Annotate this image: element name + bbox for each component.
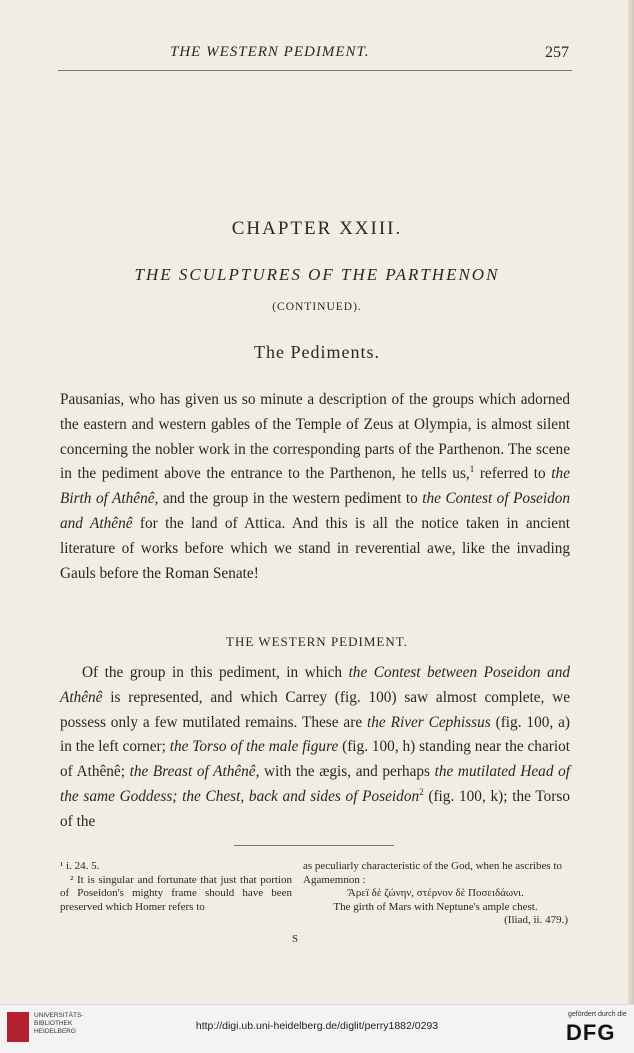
subsection-title: THE WESTERN PEDIMENT. — [226, 634, 408, 649]
footnote-1: ¹ i. 24. 5. — [60, 860, 100, 872]
quote-translation: The girth of Mars with Neptune's ample chest. — [333, 900, 538, 913]
library-name: UNIVERSITÄTS- BIBLIOTHEK HEIDELBERG — [34, 1012, 84, 1035]
running-title: THE WESTERN PEDIMENT. — [170, 44, 370, 60]
footnotes-right — [303, 860, 568, 928]
funding-label: gefördert durch die — [568, 1011, 627, 1018]
footnote-rule — [234, 845, 394, 846]
quote-citation: (Iliad, ii. 479.) — [504, 914, 568, 926]
page-number: 257 — [545, 44, 569, 61]
paragraph-pediments: Pausanias, who has given us so minute a description of the groups which adorned the eastern and western gables of the Temple of Zeus at Olympia, is almost silent concerning the nobler work in the corresponding parts of the Parthenon. The scene in the pediment above the entrance to the Parthenon, he tells us,$^1$ referred to the Birth of Athênê, and the group in the western pediment to the Contest of Poseidon and Athênê for the land of Attica. And this is all the notice taken in ancient literature of works before which we stand in reverential awe, like the invading Gauls before the Roman Senate! — [60, 391, 571, 582]
footnote-2-continued: as peculiarly characteristic of the God, when he ascribes to Agamemnon : — [303, 860, 563, 886]
footnotes-left — [60, 860, 292, 914]
signature-mark: S — [292, 933, 299, 945]
footnote-ref-2[interactable]: 2 — [419, 786, 424, 797]
continued-label: (CONTINUED). — [272, 301, 362, 313]
dfg-logo: DFG — [566, 1020, 616, 1045]
chapter-subtitle: THE SCULPTURES OF THE PARTHENON — [134, 265, 500, 284]
header-rule — [58, 70, 572, 71]
source-url-link[interactable]: http://digi.ub.uni-heidelberg.de/diglit/perry1882/0293 — [195, 1020, 439, 1032]
page-edge — [628, 0, 634, 1004]
greek-quote: Ἄρεϊ δὲ ζώνην, στέρνον δὲ Ποσειδάωνι. — [347, 887, 524, 899]
footnote-2: ² It is singular and fortunate that just that portion of Poseidon's mighty frame should have been preserved which Homer refers to — [60, 873, 292, 913]
section-title: The Pediments. — [254, 342, 380, 362]
paragraph-western-pediment: Of the group in this pediment, in which the Contest between Poseidon and Athênê is represented, and which Carrey (fig. 100) saw almost complete, we possess only a few mutilated remains. These are the River Cephissus (fig. 100, a) in the left corner; the Torso of the male figure (fig. 100, h) standing near the chariot of Athênê; the Breast of Athênê, with the ægis, and perhaps the mutilated Head of the same Goddess; the Chest, back and sides of Poseidon$^2$ (fig. 100, k); the Torso of the — [60, 664, 570, 830]
footnote-ref-1[interactable]: 1 — [469, 464, 475, 475]
chapter-heading: CHAPTER XXIII. — [231, 218, 403, 239]
